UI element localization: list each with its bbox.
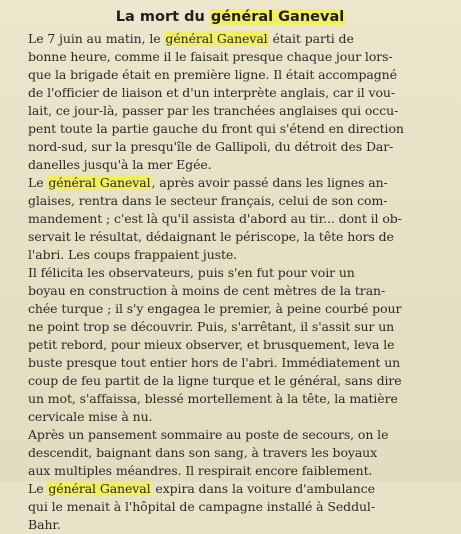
- text-run: Le: [28, 175, 48, 190]
- text-run: expira dans la voiture d'ambulance: [151, 481, 375, 496]
- paragraph-4: [10, 426, 451, 480]
- highlighted-name: général Ganeval: [165, 31, 268, 46]
- text-line: petit rebord, pour mieux observer, et brusquement, leva le: [28, 337, 395, 352]
- text-line: bonne heure, comme il le faisait presque chaque jour lors-: [28, 49, 393, 64]
- text-line: coup de feu partit de la ligne turque et le général, sans dire: [28, 373, 402, 388]
- text-line: un mot, s'affaissa, blessé mortellement à la tête, la matière: [28, 391, 398, 406]
- paragraph-5: [10, 480, 451, 534]
- text-line: danelles jusqu'à la mer Egée.: [28, 157, 212, 172]
- text-line: boyau en construction à moins de cent mètres de la tran-: [28, 283, 386, 298]
- text-line: qui le menait à l'hôpital de campagne installé à Seddul-: [28, 499, 375, 514]
- text-line: lait, ce jour-là, passer par les tranchées anglaises qui occu-: [28, 103, 399, 118]
- text-line: descendit, baignant dans son sang, à travers les boyaux: [28, 445, 378, 460]
- title-text: La mort du: [115, 9, 210, 25]
- text-line: Il félicita les observateurs, puis s'en fut pour voir un: [28, 265, 355, 280]
- highlighted-name: général Ganeval: [48, 175, 151, 190]
- text-line: nord-sud, sur la presqu'île de Gallipoli, du détroit des Dar-: [28, 139, 394, 154]
- text-line: l'abri. Les coups frappaient juste.: [28, 247, 238, 262]
- text-line: chée turque ; il s'y engagea le premier, à peine courbé pour: [28, 301, 402, 316]
- text-line: pent toute la partie gauche du front qui s'étend en direction: [28, 121, 404, 136]
- paragraph-1: [10, 30, 451, 174]
- text-line: buste presque tout entier hors de l'abri. Immédiatement un: [28, 355, 401, 370]
- paragraph-3: [10, 264, 451, 426]
- text-line: mandement ; c'est là qu'il assista d'abord au tir... dont il ob-: [28, 211, 402, 226]
- text-line: que la brigade était en première ligne. Il était accompagné: [28, 67, 397, 82]
- text-line: de l'officier de liaison et d'un interprète anglais, car il vou-: [28, 85, 395, 100]
- text-line: Bahr.: [28, 517, 61, 532]
- text-line: servait le résultat, dédaignant le périscope, la tête hors de: [28, 229, 394, 244]
- text-line: cervicale mise à nu.: [28, 409, 153, 424]
- highlighted-name: général Ganeval: [48, 481, 151, 496]
- article-title: [10, 6, 451, 28]
- text-line: [10, 30, 451, 48]
- text-run: Le 7 juin au matin, le: [28, 31, 165, 46]
- text-run: , après avoir passé dans les lignes an-: [151, 175, 388, 190]
- text-line: glaises, rentra dans le secteur français, celui de son com-: [28, 193, 388, 208]
- text-run: était parti de: [268, 31, 354, 46]
- text-line: [10, 174, 451, 192]
- paragraph-2: [10, 174, 451, 264]
- text-run: Le: [28, 481, 48, 496]
- text-line: [10, 480, 451, 498]
- text-line: ne point trop se découvrir. Puis, s'arrêtant, il s'assit sur un: [28, 319, 395, 334]
- text-line: aux multiples méandres. Il respirait encore faiblement.: [28, 463, 373, 478]
- highlighted-name: général Ganeval: [210, 9, 345, 25]
- text-line: Après un pansement sommaire au poste de secours, on le: [28, 427, 389, 442]
